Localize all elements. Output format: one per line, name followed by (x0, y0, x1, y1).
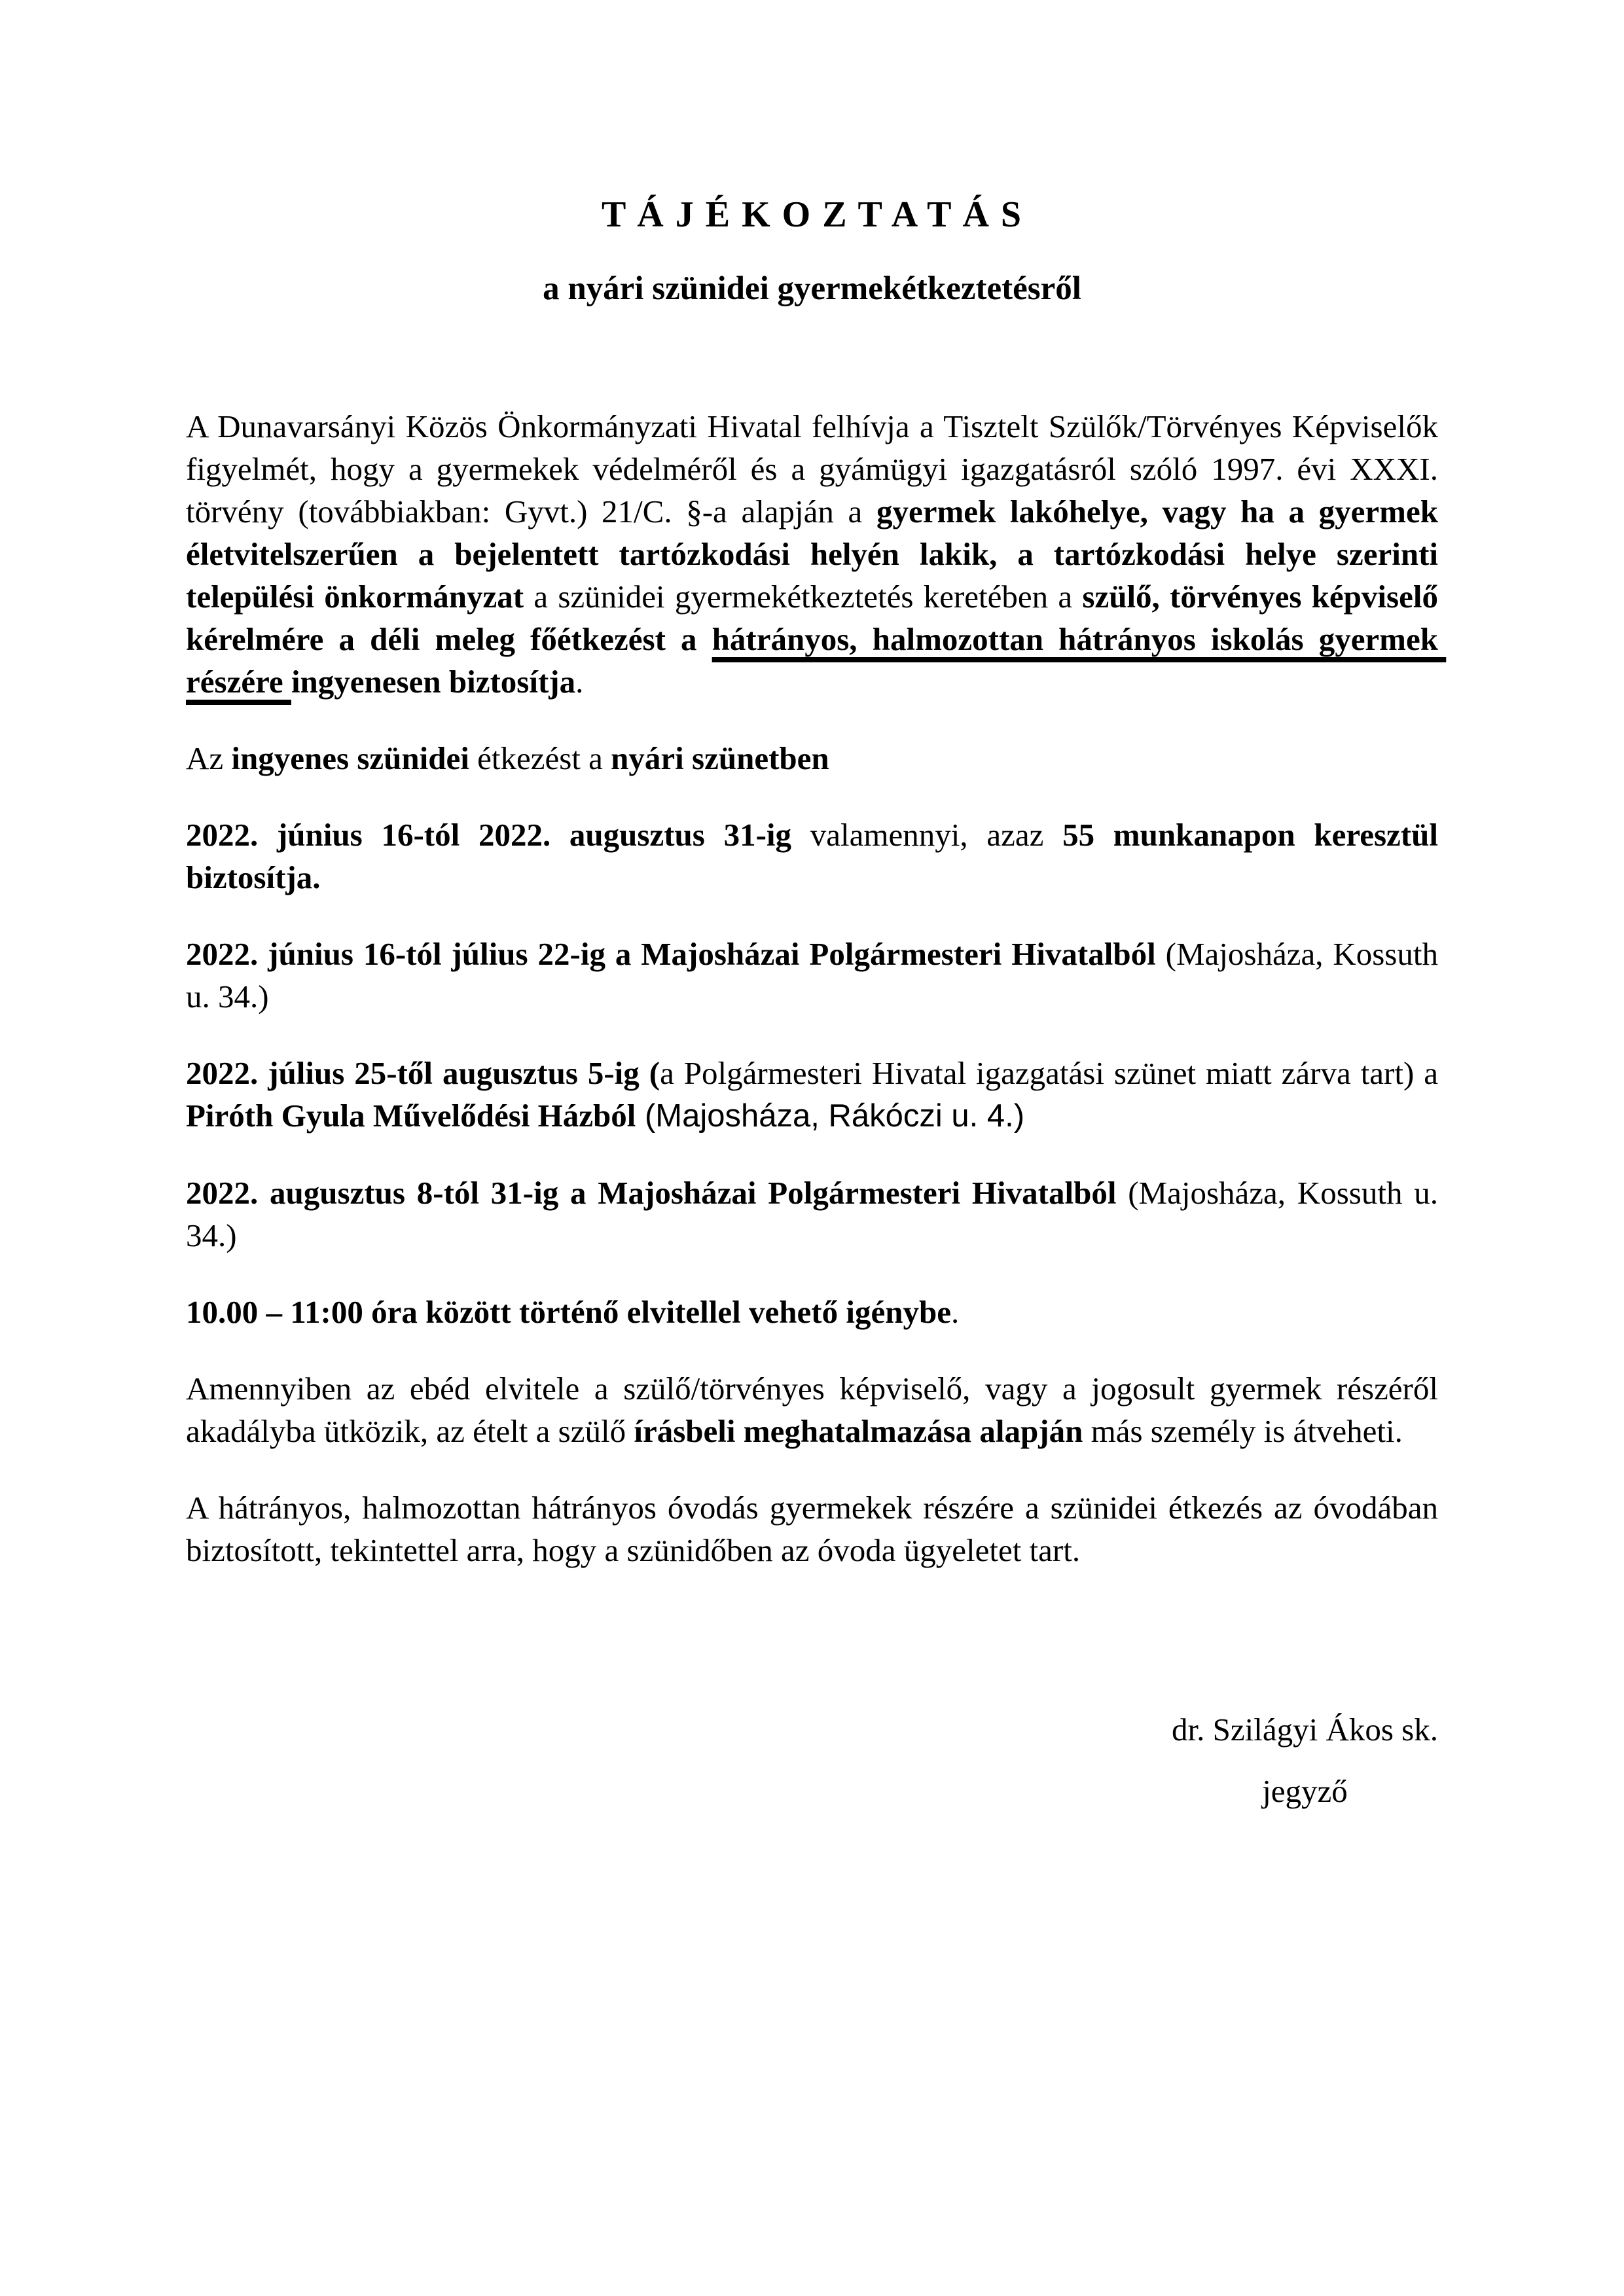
text-run: szülő, törvényes képviselő kérelmére a déli meleg főétkezést a (186, 579, 1447, 658)
signature-name: dr. Szilágyi Ákos sk. (1172, 1712, 1438, 1748)
document-paragraphs (186, 405, 1447, 1571)
text-run: (Majosháza, Kossuth u. 34.) (186, 1175, 1447, 1254)
text-run: étkezést a (469, 740, 611, 777)
text-run: ingyenesen biztosítja (291, 664, 576, 700)
text-run: nyári szünetben (611, 740, 829, 777)
text-run: a szünidei gyermekétkeztetés keretében a (524, 579, 1083, 615)
text-run: 2022. július 25-től augusztus 5-ig ( (186, 1055, 660, 1092)
text-run: írásbeli meghatalmazása alapján (634, 1413, 1083, 1450)
paragraph (186, 1486, 1447, 1571)
signature-block (1172, 1699, 1438, 1822)
text-run: (Majosháza, Rákóczi u. 4.) (636, 1098, 1025, 1134)
text-run: Amennyiben az ebéd elvitele a szülő/törvényes képviselő, vagy a jogosult gyermek részéről akadályba ütközik, az ételt a szülő (186, 1371, 1447, 1450)
text-run: valamennyi, azaz (791, 817, 1063, 853)
paragraph (186, 737, 1438, 780)
text-run: a Polgármesteri Hivatal igazgatási szünet miatt zárva tart) a (660, 1055, 1447, 1092)
text-run: . (575, 664, 584, 700)
paragraph (186, 1052, 1447, 1138)
text-run: 2022. június 16-tól 2022. augusztus 31-ig (186, 817, 792, 853)
text-run: ingyenes szünidei (231, 740, 469, 777)
text-run: hátrányos, halmozottan hátrányos iskolás gyermek részére (186, 621, 1447, 700)
text-run: . (950, 1294, 960, 1331)
paragraph (186, 1172, 1447, 1257)
text-run: Piróth Gyula Művelődési Házból (186, 1098, 636, 1134)
text-run: gyermek lakóhelye, vagy ha a gyermek életvitelszerűen a bejelentett tartózkodási helyén lakik, a tartózkodási helye szerinti települési önkormányzat (186, 493, 1447, 615)
paragraph (186, 1291, 1438, 1333)
paragraph (186, 1367, 1447, 1452)
document-subtitle: a nyári szünidei gyermekétkeztetésről (543, 270, 1081, 308)
text-run: (Majosháza, Kossuth u. 34.) (186, 936, 1447, 1015)
paragraph (186, 933, 1447, 1018)
text-run: 55 munkanapon keresztül biztosítja. (186, 817, 1447, 896)
paragraph (186, 405, 1447, 703)
text-run: 2022. június 16-tól július 22-ig a Majosházai Polgármesteri Hivatalból (186, 936, 1156, 973)
text-run: 10.00 – 11:00 óra között történő elvitellel vehető igénybe (186, 1294, 951, 1331)
text-run: A Dunavarsányi Közös Önkormányzati Hivatal felhívja a Tisztelt Szülők/Törvényes Képviselők figyelmét, hogy a gyermekek védelméről és a gyámügyi igazgatásról szóló 1997. évi XXXI. törvény (továbbiakban: Gyvt.) 21/C. §-a alapján a (186, 408, 1447, 530)
paragraph (186, 814, 1447, 899)
text-run: 2022. augusztus 8-tól 31-ig a Majosházai Polgármesteri Hivatalból (186, 1175, 1117, 1211)
text-run: Az (186, 740, 232, 777)
text-run: más személy is átveheti. (1083, 1413, 1403, 1450)
document-title: T Á J É K O Z T A T Á S (601, 194, 1023, 235)
text-run: A hátrányos, halmozottan hátrányos óvodás gyermekek részére a szünidei étkezés az óvodában biztosított, tekintettel arra, hogy a szünidőben az óvoda ügyeletet tart. (186, 1490, 1447, 1569)
signature-role: jegyző (1262, 1773, 1348, 1810)
